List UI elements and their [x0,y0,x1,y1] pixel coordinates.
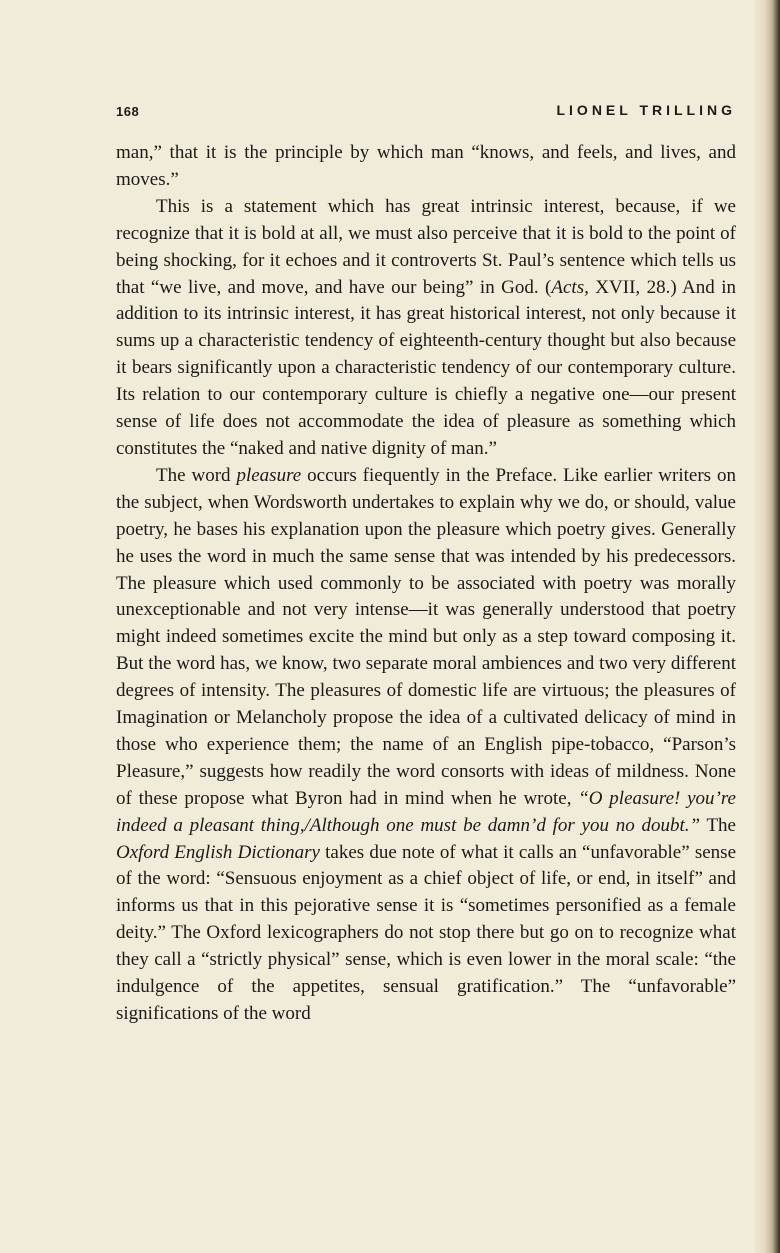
text-segment: The word [156,464,237,486]
running-head: LIONEL TRILLING [556,102,736,118]
italic-term: pleasure [236,464,302,486]
body-text [116,140,736,1028]
text-segment: takes due note of what it calls an “unfavorable” sense of the word: “Sensuous enjoyment as a chief object of life, or end, in itself” and informs us that in this pejorative sense it is “sometimes personified as a female deity.” The Oxford lexicographers do not stop there but go on to recognize what they call a “strictly physical” sense, which is even lower in the moral scale: “the indulgence of the appetites, sensual gratification.” The “unfavorable” significations of the word [116,841,736,1024]
text-segment: The [700,814,736,836]
text-segment: XVII, 28.) And in addition to its intrinsic interest, it has great historical interest, not only because it sums up a characteristic tendency of eighteenth-century thought but also because it bears significantly upon a characteristic tendency of our contemporary culture. Its relation to our contemporary culture is chiefly a negative one—our present sense of life does not accommodate the idea of pleasure as something which constitutes the “naked and native dignity of man.” [116,276,736,459]
citation-italic: Acts, [551,276,589,298]
dictionary-title: Oxford English Dictionary [116,841,320,863]
paragraph-2 [116,194,736,463]
text-segment: man,” that it is the principle by which man “knows, and feels, and lives, and moves.” [116,142,736,190]
page-number: 168 [116,104,140,119]
page-header [116,100,736,128]
paragraph-1 [116,140,736,194]
text-segment: occurs fiequently in the Preface. Like earlier writers on the subject, when Wordsworth undertakes to explain why we do, or should, value poetry, he bases his explanation upon the pleasure which poetry gives. Generally he uses the word in much the same sense that was intended by his predecessors. The pleasure which used commonly to be associated with poetry was morally unexceptionable and not very intense—it was generally understood that poetry might indeed sometimes excite the mind but only as a step toward composing it. But the word has, we know, two separate moral ambiences and two very different degrees of intensity. The pleasures of domestic life are virtuous; the pleasures of Imagination or Melancholy propose the idea of a cultivated delicacy of mind in those who experience them; the name of an English pipe-tobacco, “Parson’s Pleasure,” suggests how readily the word consorts with ideas of mildness. None of these propose what Byron had in mind when he wrote, [116,464,737,809]
page-edge [754,0,780,1253]
paragraph-3 [116,463,736,1028]
byron-quote: “O pleasure! you’re indeed a pleasant thing,/Although one must be damn’d for you no doubt.” [116,787,736,836]
text-segment: This is a statement which has great intrinsic interest, because, if we recognize that it is bold at all, we must also perceive that it is bold to the point of being shocking, for it echoes and it controverts St. Paul’s sentence which tells us that “we live, and move, and have our being” in God. ( [116,195,736,298]
